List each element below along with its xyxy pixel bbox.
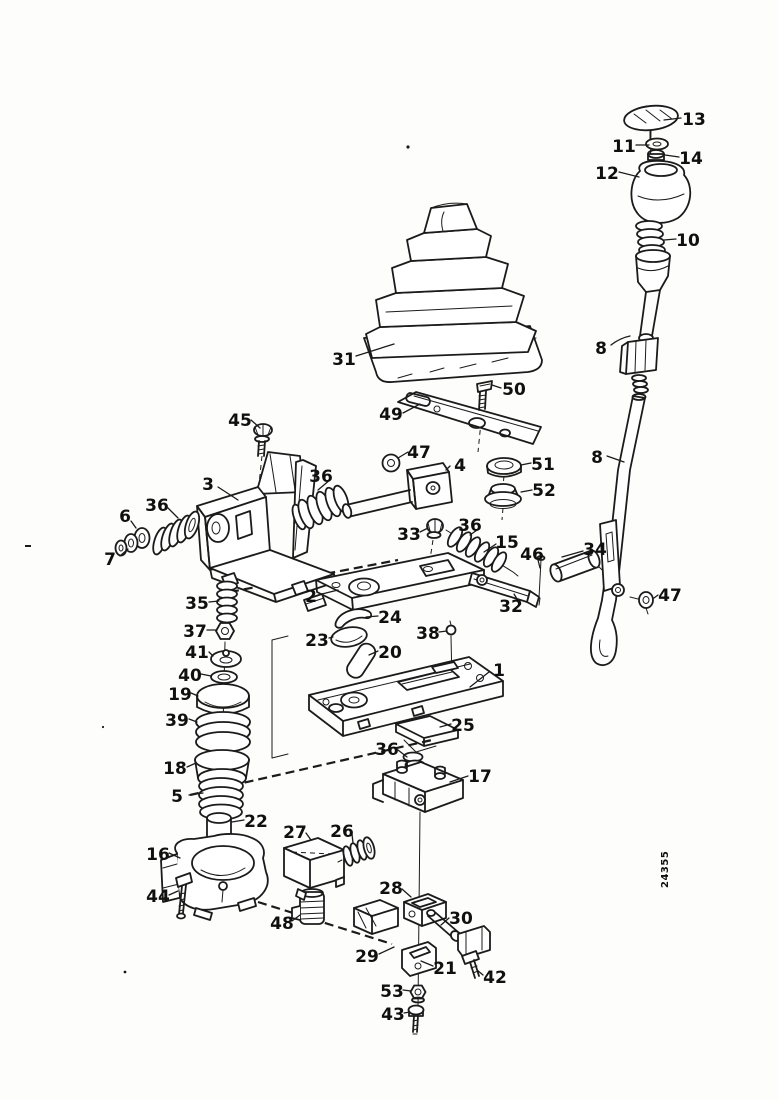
bolt-part42	[462, 951, 479, 978]
callout-26: 26	[330, 822, 354, 842]
washer-part47	[383, 455, 400, 472]
callout-14: 14	[679, 149, 703, 169]
callout-8-lower: 8	[591, 448, 603, 468]
gear-boot-part31	[364, 203, 542, 382]
bracket-part25	[396, 716, 458, 752]
shift-knob-assembly	[623, 103, 690, 292]
bolt-part45	[254, 424, 272, 456]
callout-47-lower: 47	[658, 586, 682, 606]
callout-28: 28	[379, 879, 403, 899]
block-part17	[373, 761, 463, 813]
callout-5: 5	[171, 787, 183, 807]
callout-46: 46	[520, 545, 544, 565]
callout-45: 45	[228, 411, 252, 431]
callout-18: 18	[163, 759, 187, 779]
callout-35: 35	[185, 594, 209, 614]
clevis-part21	[402, 942, 436, 976]
callout-3: 3	[202, 475, 214, 495]
callout-36-mid: 36	[458, 516, 482, 536]
callout-42: 42	[483, 968, 507, 988]
pin-part38	[447, 621, 456, 635]
washer-part37	[216, 623, 234, 639]
bushing-part47-lower	[630, 592, 653, 614]
screw-part50	[477, 381, 492, 410]
knob-ball-part12	[631, 161, 690, 223]
small-spring	[632, 375, 648, 393]
callout-15: 15	[495, 533, 519, 553]
box-part27	[284, 838, 344, 900]
callout-38: 38	[416, 624, 440, 644]
washer-part7	[116, 541, 127, 556]
callout-43: 43	[381, 1005, 405, 1025]
callout-12: 12	[595, 164, 619, 184]
lower-shaft-part8	[548, 394, 653, 665]
callout-51: 51	[531, 455, 555, 475]
callout-48: 48	[270, 914, 294, 934]
callout-44: 44	[146, 887, 170, 907]
lever-socket	[636, 250, 670, 292]
callout-50: 50	[502, 380, 526, 400]
callout-19: 19	[168, 685, 192, 705]
callout-49: 49	[379, 405, 403, 425]
callout-36-left: 36	[145, 496, 169, 516]
callout-2: 2	[305, 587, 317, 607]
shift-rod	[341, 490, 412, 519]
hook-part24	[335, 609, 371, 628]
selector-plate-part2	[304, 553, 484, 611]
callout-13: 13	[682, 110, 706, 130]
callout-40: 40	[178, 666, 202, 686]
callout-34: 34	[583, 540, 607, 560]
callout-39: 39	[165, 711, 189, 731]
callout-32: 32	[499, 597, 523, 617]
callout-31: 31	[332, 350, 356, 370]
callout-52: 52	[532, 481, 556, 501]
grommet-part51	[487, 458, 521, 477]
lever-clip	[626, 338, 658, 374]
disc-part41	[211, 650, 241, 667]
block-part29	[354, 900, 398, 934]
callout-27: 27	[283, 823, 307, 843]
callout-37: 37	[183, 622, 207, 642]
callout-6: 6	[119, 507, 131, 527]
callout-36-right: 36	[309, 467, 333, 487]
figure-code: 24355	[660, 850, 671, 888]
callout-10: 10	[676, 231, 700, 251]
shaft-bolt	[612, 584, 624, 596]
callout-7: 7	[104, 550, 116, 570]
spring-part35	[217, 582, 237, 623]
grommet-part52	[485, 484, 521, 509]
callout-8-upper: 8	[595, 339, 607, 359]
callout-11: 11	[612, 137, 636, 157]
callout-1: 1	[493, 661, 505, 681]
callout-22: 22	[244, 812, 268, 832]
callout-24: 24	[378, 608, 402, 628]
rod-end-part4	[407, 463, 452, 509]
callout-21: 21	[433, 959, 457, 979]
upper-lever-part8	[620, 290, 660, 393]
bolt-part43	[409, 1006, 424, 1035]
washer-part11	[646, 139, 668, 150]
callout-30: 30	[449, 909, 473, 929]
callout-53: 53	[380, 982, 404, 1002]
callout-25: 25	[451, 716, 475, 736]
callout-20: 20	[378, 643, 402, 663]
callout-23: 23	[305, 631, 329, 651]
callout-36-bottom: 36	[375, 740, 399, 760]
clevis-part28	[404, 894, 446, 926]
callout-33: 33	[397, 525, 421, 545]
callout-4: 4	[454, 456, 466, 476]
callout-17: 17	[468, 767, 492, 787]
rings-part39	[196, 712, 250, 752]
ring-part40	[211, 671, 237, 683]
callout-29: 29	[355, 947, 379, 967]
callout-16: 16	[146, 845, 170, 865]
callout-47: 47	[407, 443, 431, 463]
callout-41: 41	[185, 643, 209, 663]
